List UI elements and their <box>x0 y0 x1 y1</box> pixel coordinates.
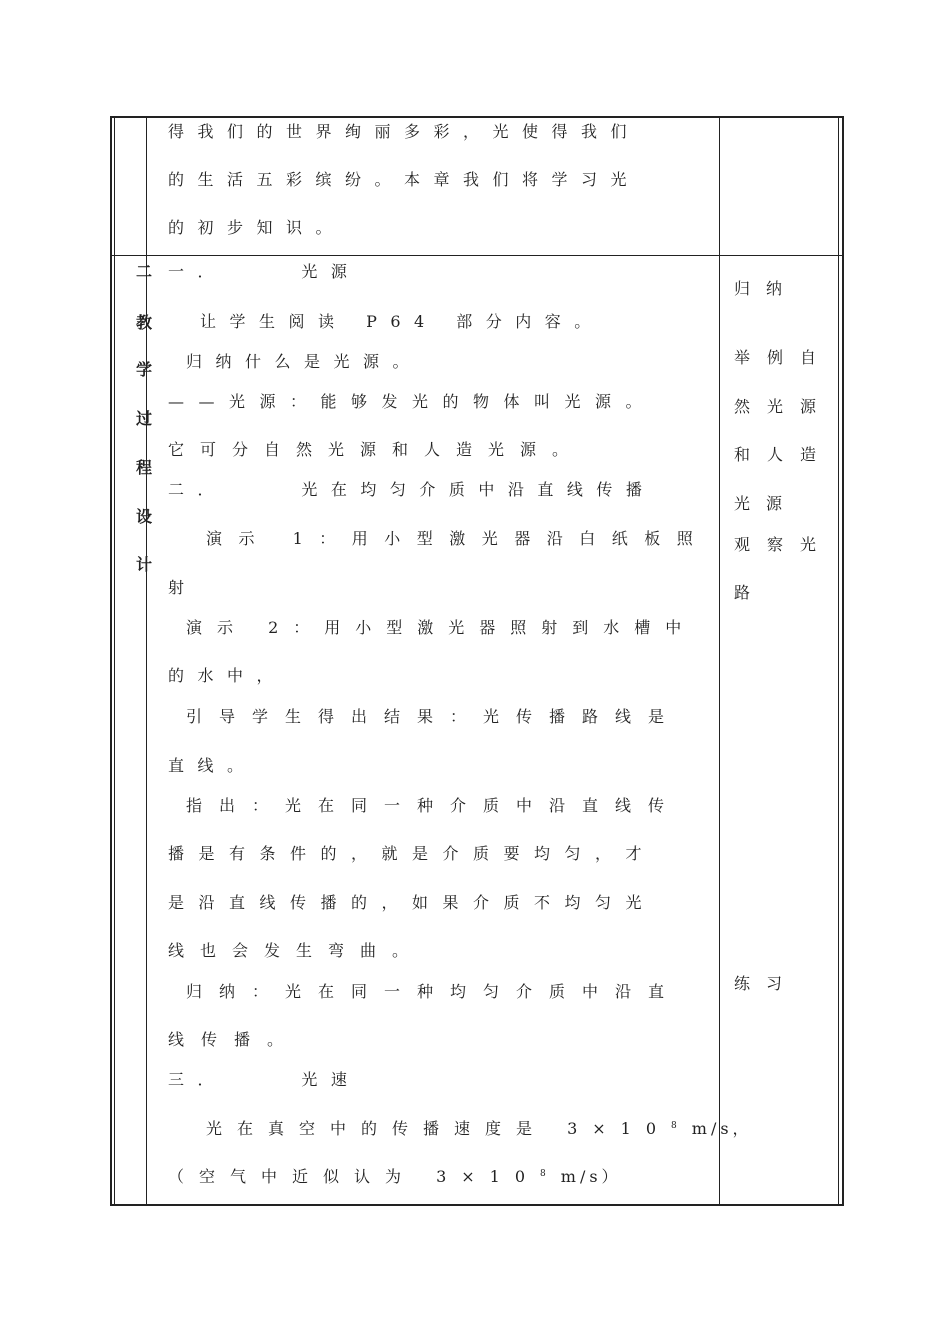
note-line: 观察光 <box>734 535 834 554</box>
row-divider <box>110 255 844 256</box>
note-line: 然光源 <box>734 397 834 416</box>
content-line: 演示 2：用小型激光器照射到水槽中 <box>186 618 697 637</box>
table-inner-left <box>114 116 115 1206</box>
content-line: 线传播。 <box>168 1030 301 1049</box>
light-speed-line: 光在真空中的传播速度是 $3\times 10^8m/s$， <box>206 1119 753 1138</box>
content-line: 让学生阅读 P64 部分内容。 <box>200 312 604 331</box>
heading-light-source: 一． 光源 <box>168 262 361 281</box>
note-line: 练习 <box>734 974 799 993</box>
content-line: 是沿直线传播的，如果介质不均匀光 <box>168 893 657 912</box>
section-label-char: 设 <box>135 507 152 526</box>
column-divider-2 <box>719 116 720 1206</box>
section-label-char: 过 <box>135 409 152 428</box>
top-row-line-3: 的初步知识。 <box>168 218 346 237</box>
note-line: 和人造 <box>734 445 834 464</box>
content-line: 的水中， <box>168 666 287 685</box>
table-inner-right <box>838 116 839 1206</box>
table-border-top <box>110 116 844 118</box>
content-line: 归纳：光在同一种均匀介质中沿直 <box>186 982 682 1001</box>
note-line: 光源 <box>734 494 799 513</box>
content-line: 引导学生得出结果：光传播路线是 <box>186 707 682 726</box>
section-label-char: 计 <box>135 555 152 574</box>
content-line: 它可分自然光源和人造光源。 <box>168 440 585 459</box>
content-line: ——光源：能够发光的物体叫光源。 <box>168 392 657 411</box>
content-line: 指出：光在同一种介质中沿直线传 <box>186 796 682 815</box>
content-line: 演示 1：用小型激光器沿白纸板照 <box>206 529 710 548</box>
heading-straight-line: 二． 光在均匀介质中沿直线传播 <box>168 480 656 499</box>
note-line: 路 <box>734 583 751 602</box>
table-border-right <box>842 116 844 1206</box>
top-row-line-2: 的生活五彩缤纷。本章我们将学习光 <box>168 170 641 189</box>
note-line: 归纳 <box>734 279 799 298</box>
table-border-left <box>110 116 112 1206</box>
content-line: 直线。 <box>168 756 257 775</box>
section-label-char: 学 <box>135 360 152 379</box>
section-label-char: 二 <box>135 262 152 281</box>
content-line: 射 <box>168 578 185 597</box>
air-speed-line: （空气中近似认为 $3\times 10^8m/s$） <box>168 1167 622 1186</box>
heading-light-speed: 三． 光速 <box>168 1070 361 1089</box>
content-line: 播是有条件的，就是介质要均匀，才 <box>168 844 657 863</box>
content-line: 线也会发生弯曲。 <box>168 941 425 960</box>
section-label-char: 程 <box>135 458 152 477</box>
table-border-bottom <box>110 1204 844 1206</box>
content-line: 归纳什么是光源。 <box>186 352 423 371</box>
note-line: 举例自 <box>734 348 834 367</box>
top-row-line-1: 得我们的世界绚丽多彩，光使得我们 <box>168 122 641 141</box>
section-label-char: 教 <box>135 313 152 332</box>
